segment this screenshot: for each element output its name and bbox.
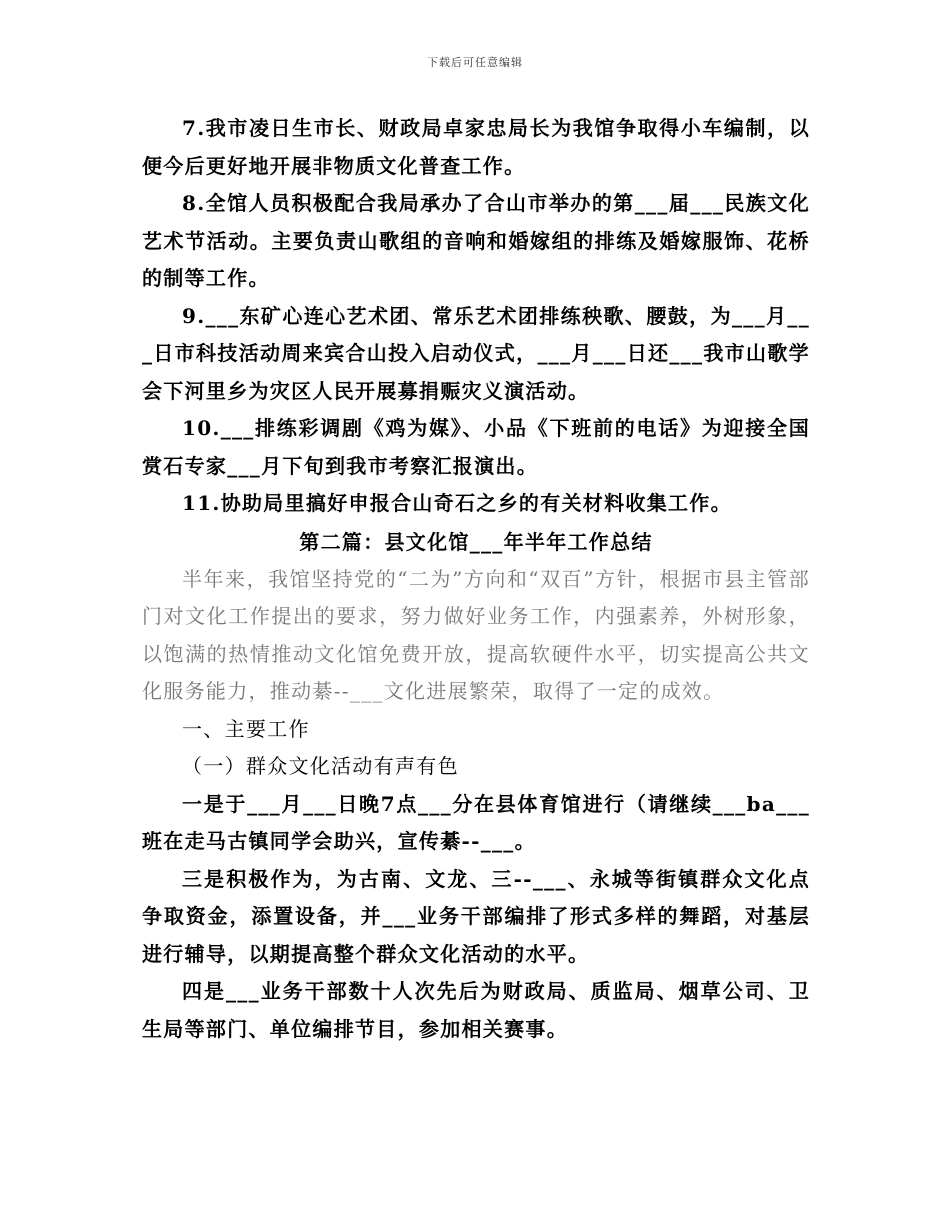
paragraph-item-9: 9.___东矿心连心艺术团、常乐艺术团排练秧歌、腰鼓，为___月___日市科技活动周来宾合山投入启动仪式，___月___日还___我市山歌学会下河里乡为灾区人民开展募捐赈灾义演活动。	[142, 303, 810, 403]
paragraph-item-11: 11.协助局里搞好申报合山奇石之乡的有关材料收集工作。	[182, 491, 732, 515]
heading-mass-culture: （一）群众文化活动有声有色	[182, 754, 459, 778]
intro-paragraph: 半年来，我馆坚持党的“二为”方向和“双百”方针，根据市县主管部门对文化工作提出的要求，努力做好业务工作，内强素养，外树形象，以饱满的热情推动文化馆免费开放，提高软硬件水平，切实提高公共文化服务能力，推动綦--___文化进展繁荣，取得了一定的成效。	[142, 566, 810, 703]
heading-main-work: 一、主要工作	[182, 716, 310, 741]
paragraph-item-8: 8.全馆人员积极配合我局承办了合山市举办的第___届___民族文化艺术节活动。主要负责山歌组的音响和婚嫁组的排练及婚嫁服饰、花桥的制等工作。	[142, 191, 810, 290]
section-title: 第二篇：县文化馆___年半年工作总结	[299, 529, 653, 554]
paragraph-item-10: 10.___排练彩调剧《鸡为媒》、小品《下班前的电话》为迎接全国赏石专家___月下旬到我市考察汇报演出。	[142, 416, 810, 478]
work-item-1: 一是于___月___日晚7点___分在县体育馆进行（请继续___ba___班在走马古镇同学会助兴，宣传綦--___。	[142, 791, 810, 853]
paragraph-item-7: 7.我市凌日生市长、财政局卓家忠局长为我馆争取得小车编制，以便今后更好地开展非物质文化普查工作。	[142, 116, 810, 178]
work-item-4: 四是___业务干部数十人次先后为财政局、质监局、烟草公司、卫生局等部门、单位编排节目，参加相关赛事。	[142, 979, 810, 1041]
page-header-note: 下载后可任意编辑	[427, 56, 523, 69]
work-item-3: 三是积极作为，为古南、文龙、三--___、永城等街镇群众文化点争取资金，添置设备，并___业务干部编排了形式多样的舞蹈，对基层进行辅导，以期提高整个群众文化活动的水平。	[142, 866, 810, 966]
document-body	[142, 110, 810, 1048]
